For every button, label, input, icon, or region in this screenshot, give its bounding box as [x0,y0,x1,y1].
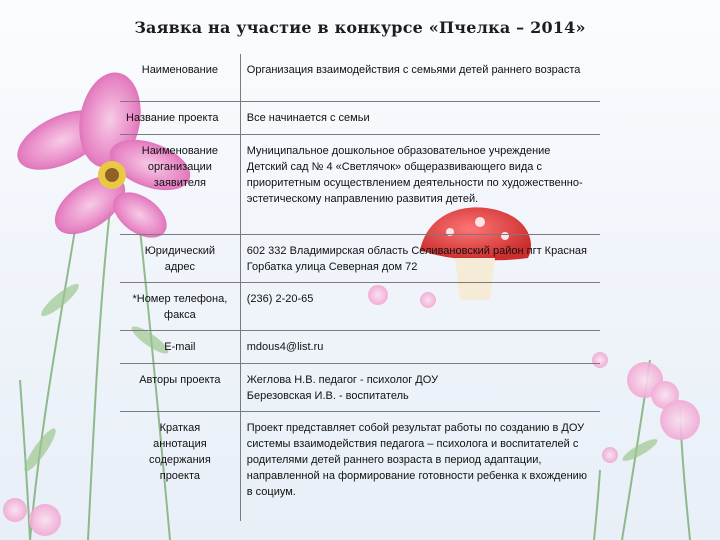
row-value: Муниципальное дошкольное образовательное учреждение Детский сад № 4 «Светлячок» общеразвивающего вида с приоритетным осуществлением деятельности по художественно-эстетическому направлению развития детей. [240,134,600,234]
row-label: E-mail [120,330,240,363]
table-row [120,101,600,134]
table-row [120,411,600,521]
row-value: Проект представляет собой результат работы по созданию в ДОУ системы взаимодействия педагога – психолога и воспитателей с родителями детей раннего возраста в период адаптации, направленной на формирование готовности ребенка к вхождению в социум. [240,411,600,521]
row-value: Организация взаимодействия с семьями детей раннего возраста [240,54,600,101]
page-title: Заявка на участие в конкурсе «Пчелка – 2014» [134,18,586,37]
table-row [120,234,600,282]
table-row [120,282,600,330]
table-row [120,363,600,411]
table-row [120,134,600,234]
row-label: Наименование [120,54,240,101]
row-value: (236) 2-20-65 [240,282,600,330]
row-value: mdous4@list.ru [240,330,600,363]
row-label: Наименование организации заявителя [120,134,240,234]
row-value: 602 332 Владимирская область Селивановский район пгт Красная Горбатка улица Северная дом 72 [240,234,600,282]
row-value: Жеглова Н.В. педагог - психолог ДОУ Березовская И.В. - воспитатель [240,363,600,411]
row-label: *Номер телефона, факса [120,282,240,330]
row-label: Юридический адрес [120,234,240,282]
row-label: Название проекта [120,101,240,134]
row-value: Все начинается с семьи [240,101,600,134]
row-label: Краткая аннотация содержания проекта [120,411,240,521]
table-row [120,330,600,363]
row-label: Авторы проекта [120,363,240,411]
application-table [120,54,600,521]
table-row [120,54,600,101]
